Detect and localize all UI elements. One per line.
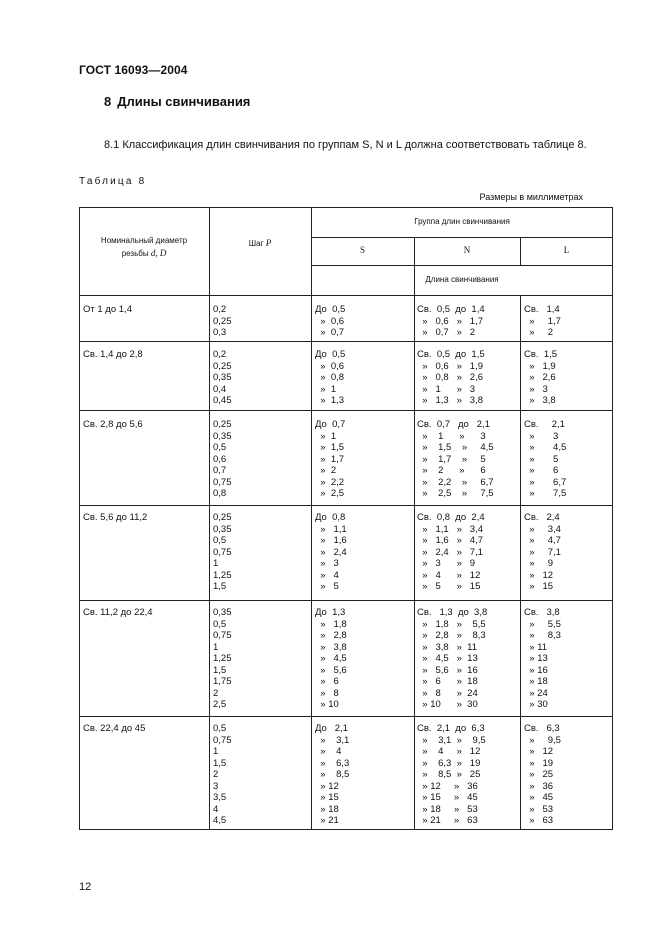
- header-group: Группа длин свинчивания: [414, 217, 510, 226]
- col-divider-2: [311, 207, 312, 830]
- table-cell-l: Св. 3,8 » 5,5 » 8,3 » 11 » 13 » 16 » 18 » 24 » 30: [524, 607, 561, 710]
- row-separator: [79, 716, 613, 717]
- table-cell-n: Св. 2,1 до 6,3 » 3,1 » 9,5 » 4 » 12 » 6,3 » 19 » 8,5 » 25 » 12 » 36 » 15 » 45 » 18 » 53 » 21 » 63: [417, 723, 486, 826]
- section-title: Длины свинчивания: [117, 94, 251, 109]
- row-separator: [79, 505, 613, 506]
- table-border-right: [612, 207, 613, 830]
- col-divider-4: [520, 295, 521, 830]
- header-line-subgroups: [311, 265, 613, 266]
- table-cell-n: Св. 0,8 до 2,4 » 1,1 » 3,4 » 1,6 » 4,7 » 2,4 » 7,1 » 3 » 9 » 4 » 12 » 5 » 15: [417, 512, 485, 592]
- header-group-l: L: [563, 245, 570, 255]
- table-cell-s: До 0,5 » 0,6 » 0,7: [315, 304, 346, 338]
- table-cell-s: До 1,3 » 1,8 » 2,8 » 3,8 » 4,5 » 5,6 » 6 » 8 » 10: [315, 607, 347, 710]
- table-cell-s: До 2,1 » 3,1 » 4 » 6,3 » 8,5 » 12 » 15 » 18 » 21: [315, 723, 350, 826]
- section-heading: [104, 94, 250, 109]
- thread-length-table: [79, 207, 613, 830]
- units-note: Размеры в миллиметрах: [479, 192, 583, 202]
- table-cell-s: До 0,5 » 0,6 » 0,8 » 1 » 1,3: [315, 349, 346, 406]
- table-cell-pitch: 0,5 0,75 1 1,5 2 3 3,5 4 4,5: [213, 723, 232, 826]
- table-cell-s: До 0,8 » 1,1 » 1,6 » 2,4 » 3 » 4 » 5: [315, 512, 347, 592]
- table-cell-diameter: Св. 11,2 до 22,4: [83, 607, 153, 618]
- table-cell-diameter: Св. 22,4 до 45: [83, 723, 146, 734]
- section-number: 8: [104, 94, 112, 109]
- table-cell-diameter: Св. 1,4 до 2,8: [83, 349, 143, 360]
- col-divider-1: [209, 207, 210, 830]
- col-divider-3: [414, 295, 415, 830]
- header-pitch: Шаг P: [248, 238, 272, 248]
- header-diameter: [79, 235, 209, 260]
- table-border-left: [79, 207, 80, 830]
- table-cell-n: Св. 0,5 до 1,4 » 0,6 » 1,7 » 0,7 » 2: [417, 304, 485, 338]
- table-border-bottom: [79, 829, 613, 830]
- page-number: 12: [79, 881, 92, 893]
- header-group-s: S: [359, 245, 365, 255]
- header-diameter-line1: Номинальный диаметр: [100, 236, 188, 245]
- table-cell-s: До 0,7 » 1 » 1,5 » 1,7 » 2 » 2,2 » 2,5: [315, 419, 346, 499]
- table-cell-diameter: Св. 5,6 до 11,2: [83, 512, 148, 523]
- table-cell-l: Св. 6,3 » 9,5 » 12 » 19 » 25 » 36 » 45 » 53 » 63: [524, 723, 561, 826]
- row-separator: [79, 600, 613, 601]
- table-cell-n: Св. 1,3 до 3,8 » 1,8 » 5,5 » 2,8 » 8,3 » 3,8 » 11 » 4,5 » 13 » 5,6 » 16 » 6 » 18 » 8 » 24 » 10 » 30: [417, 607, 488, 710]
- table-cell-l: Св. 1,4 » 1,7 » 2: [524, 304, 561, 338]
- table-cell-pitch: 0,2 0,25 0,35 0,4 0,45: [213, 349, 232, 406]
- table-cell-l: Св. 2,4 » 3,4 » 4,7 » 7,1 » 9 » 12 » 15: [524, 512, 561, 592]
- table-label: Таблица 8: [79, 176, 147, 187]
- table-cell-l: Св. 2,1 » 3 » 4,5 » 5 » 6 » 6,7 » 7,5: [524, 419, 567, 499]
- header-length: Длина свинчивания: [425, 275, 499, 284]
- table-cell-pitch: 0,2 0,25 0,3: [213, 304, 232, 338]
- table-cell-diameter: От 1 до 1,4: [83, 304, 132, 315]
- row-separator: [79, 341, 613, 342]
- table-cell-pitch: 0,35 0,5 0,75 1 1,25 1,5 1,75 2 2,5: [213, 607, 232, 710]
- document-code: ГОСТ 16093—2004: [79, 63, 188, 77]
- table-border-top: [79, 207, 613, 208]
- table-cell-l: Св. 1,5 » 1,9 » 2,6 » 3 » 3,8: [524, 349, 558, 406]
- table-cell-diameter: Св. 2,8 до 5,6: [83, 419, 143, 430]
- table-cell-pitch: 0,25 0,35 0,5 0,6 0,7 0,75 0,8: [213, 419, 232, 499]
- header-line-bottom: [79, 295, 613, 296]
- paragraph-8-1: 8.1 Классификация длин свинчивания по группам S, N и L должна соответствовать таблице 8.: [104, 139, 587, 151]
- table-cell-pitch: 0,25 0,35 0,5 0,75 1 1,25 1,5: [213, 512, 232, 592]
- header-line-group: [311, 237, 613, 238]
- table-cell-n: Св. 0,5 до 1,5 » 0,6 » 1,9 » 0,8 » 2,6 » 1 » 3 » 1,3 » 3,8: [417, 349, 485, 406]
- header-group-n: N: [463, 245, 471, 255]
- table-cell-n: Св. 0,7 до 2,1 » 1 » 3 » 1,5 » 4,5 » 1,7 » 5 » 2 » 6 » 2,2 » 6,7 » 2,5 » 7,5: [417, 419, 494, 499]
- header-diameter-line2: резьбы d, D: [121, 248, 167, 258]
- row-separator: [79, 410, 613, 411]
